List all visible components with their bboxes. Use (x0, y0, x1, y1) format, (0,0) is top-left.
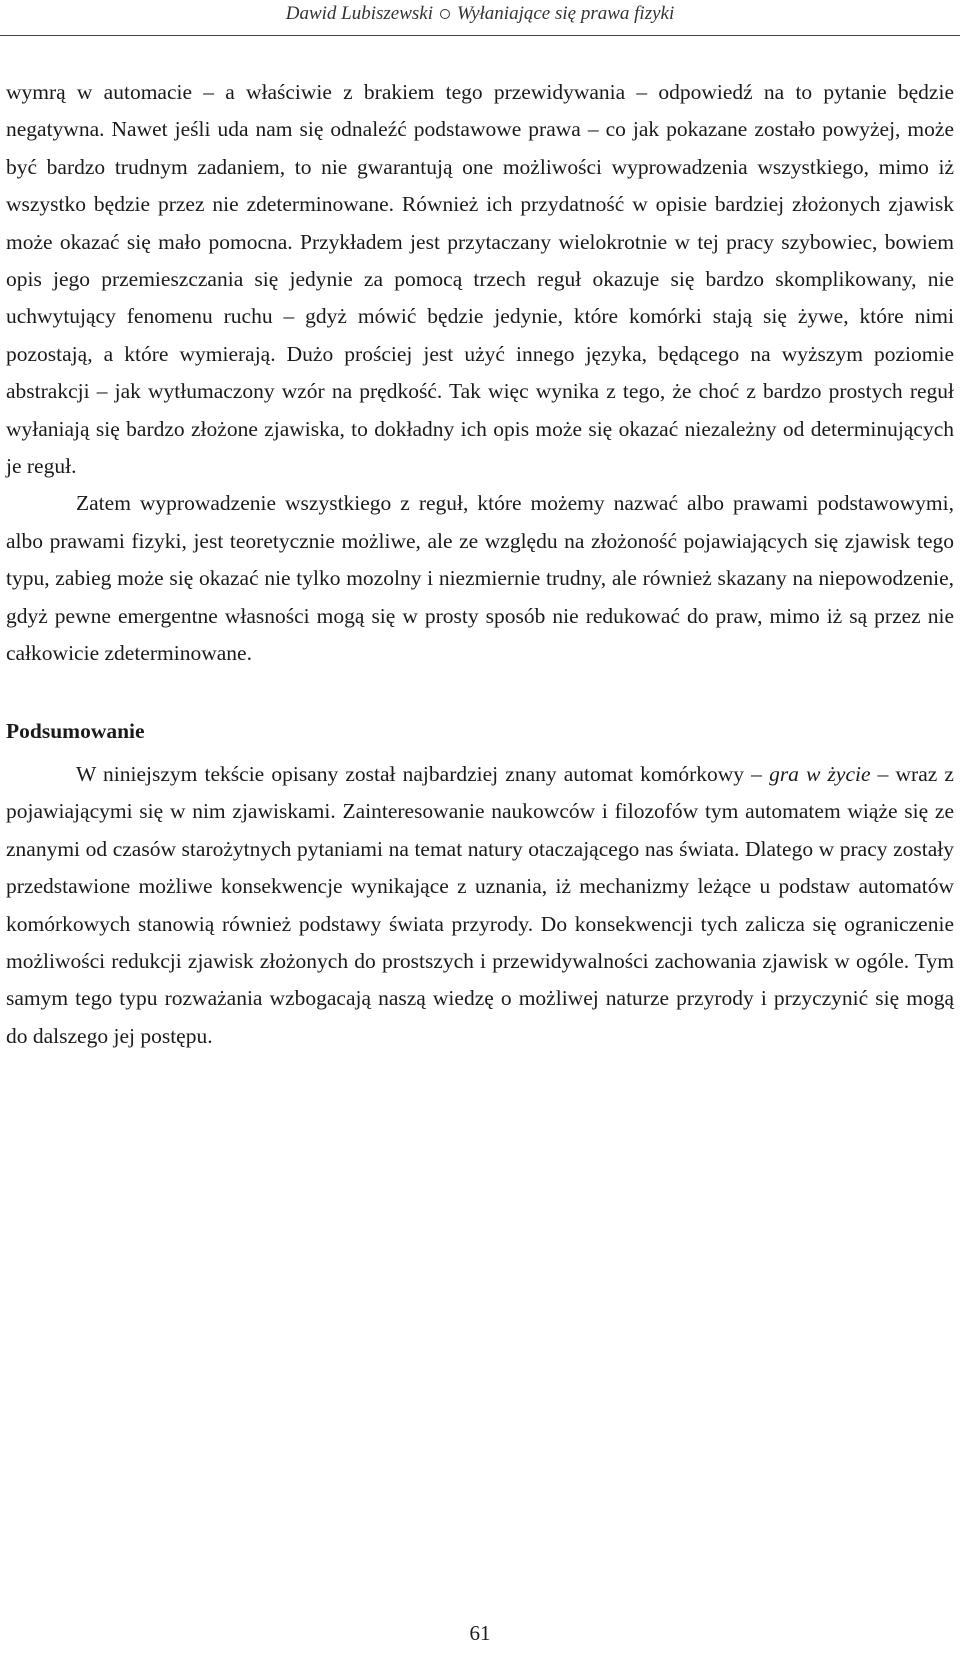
paragraph-2: Zatem wyprowadzenie wszystkiego z reguł, które możemy nazwać albo prawami podstawowymi, albo prawami fizyki, jest teoretycznie możliwe, ale ze względu na złożoność pojawiających się zjawisk tego typu, zabieg może się okazać nie tylko mozolny i niezmiernie trudny, ale również skazany na niepowodzenie, gdyż pewne emergentne własności mogą się w prosty sposób nie redukować do praw, mimo iż są przez nie całkowicie zdeterminowane. (6, 491, 954, 666)
paragraph-3 (6, 756, 954, 1055)
header-author: Dawid Lubiszewski (285, 3, 434, 24)
header-title: Wyłaniające się prawa fizyki (457, 3, 675, 24)
paragraph-3-end: – wraz z pojawiającymi się w nim zjawiskami. Zainteresowanie naukowców i filozofów tym automatem wiąże się ze znanymi od czasów starożytnych pytaniami na temat natury otaczającego nas świata. Dlatego w pracy zostały przedstawione możliwe konsekwencje wynikające z uznania, iż mechanizmy leżące u podstaw automatów komórkowych stanowią również podstawy świata przyrody. Do konsekwencji tych zalicza się ograniczenie możliwości redukcji zjawisk złożonych do prostszych i przewidywalności zachowania zjawisk w ogóle. Tym samym tego typu rozważania wzbogacają naszą wiedzę o możliwej naturze przyrody i przyczynić się mogą do dalszego jej postępu. (6, 761, 954, 1048)
paragraph-3-emphasis: gra w życie (769, 761, 871, 786)
paragraph-1: wymrą w automacie – a właściwie z brakiem tego przewidywania – odpowiedź na to pytanie będzie negatywna. Nawet jeśli uda nam się odnaleźć podstawowe prawa – co jak pokazane zostało powyżej, może być bardzo trudnym zadaniem, to nie gwarantują one możliwości wyprowadzenia wszystkiego, mimo iż wszystko będzie przez nie zdeterminowane. Również ich przydatność w opisie bardziej złożonych zjawisk może okazać się mało pomocna. Przykładem jest przytaczany wielokrotnie w tej pracy szybowiec, bowiem opis jego przemieszczania się jedynie za pomocą trzech reguł okazuje się bardzo skomplikowany, nie uchwytujący fenomenu ruchu – gdyż mówić będzie jedynie, które komórki stają się żywe, które nimi pozostają, a które wymierają. Dużo prościej jest użyć innego języka, będącego na wyższym poziomie abstrakcji – jak wytłumaczony wzór na prędkość. Tak więc wynika z tego, że choć z bardzo prostych reguł wyłaniają się bardzo złożone zjawiska, to dokładny ich opis może się okazać niezależny od determinujących je reguł. (6, 80, 954, 479)
section-heading: Podsumowanie (6, 718, 145, 743)
separator-circle-icon (440, 9, 450, 19)
page-number: 61 (469, 1621, 491, 1645)
paragraph-3-start: W niniejszym tekście opisany został najbardziej znany automat komórkowy – (76, 761, 770, 786)
running-header (0, 0, 960, 36)
page-body (6, 74, 954, 1055)
